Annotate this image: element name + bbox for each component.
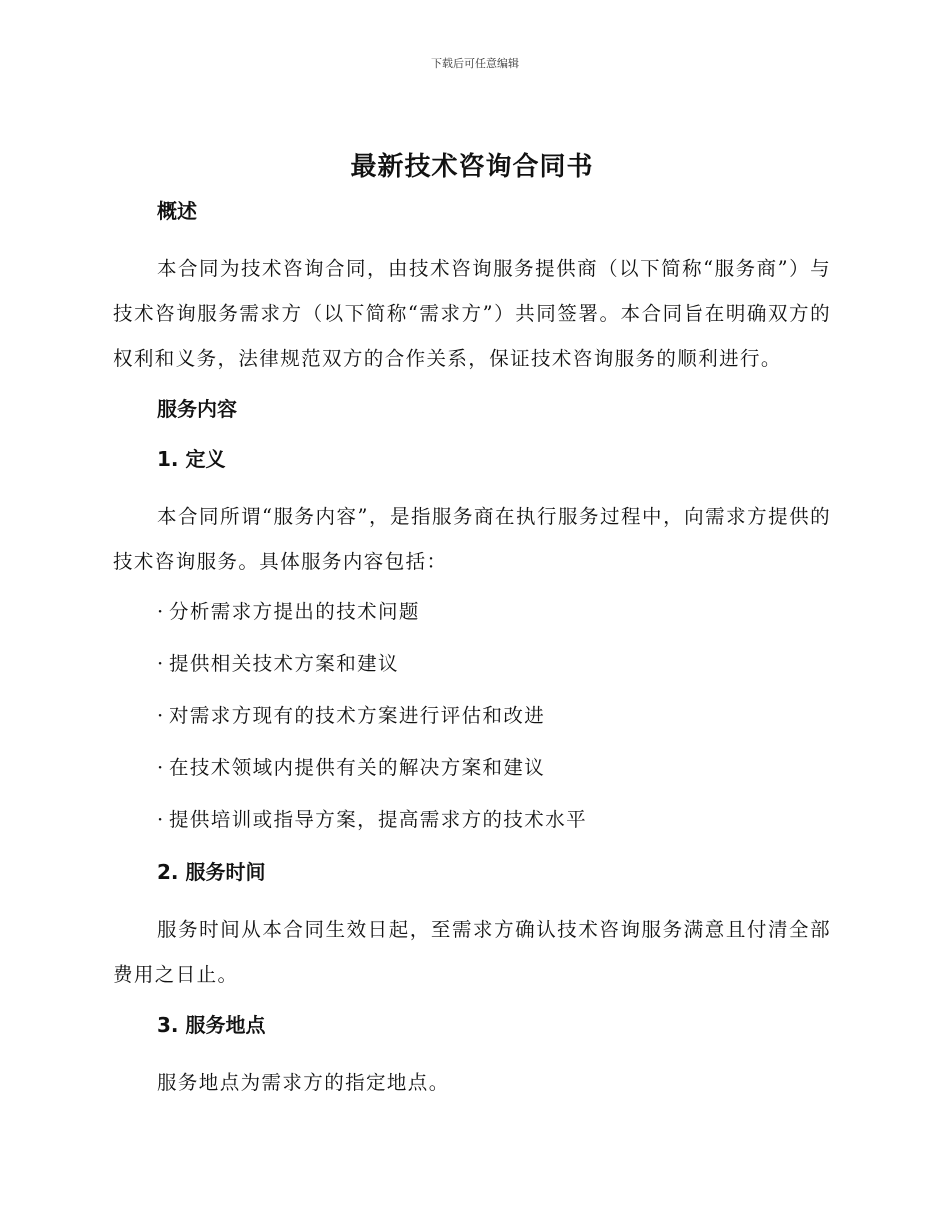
bullet-dot-icon: · <box>157 704 165 727</box>
service-location-paragraph: 服务地点为需求方的指定地点。 <box>157 1071 450 1094</box>
list-item <box>157 805 831 835</box>
service-location-heading: 3. 服务地点 <box>157 1013 266 1037</box>
list-item <box>157 753 831 783</box>
list-item <box>157 649 831 679</box>
overview-paragraph: 本合同为技术咨询合同，由技术咨询服务提供商（以下简称“服务商”）与技术咨询服务需求方（以下简称“需求方”）共同签署。本合同旨在明确双方的权利和义务，法律规范双方的合作关系，保证技术咨询服务的顺利进行。 <box>113 257 831 370</box>
document-content <box>113 150 831 1118</box>
service-content-heading: 服务内容 <box>157 397 237 421</box>
bullet-text: 提供相关技术方案和建议 <box>169 652 399 675</box>
bullet-dot-icon: · <box>157 652 165 675</box>
bullet-text: 在技术领域内提供有关的解决方案和建议 <box>169 756 546 779</box>
bullet-text: 分析需求方提出的技术问题 <box>169 600 420 623</box>
bullet-text: 对需求方现有的技术方案进行评估和改进 <box>169 704 546 727</box>
bullet-dot-icon: · <box>157 756 165 779</box>
bullet-dot-icon: · <box>157 808 165 831</box>
list-item <box>157 597 831 627</box>
list-item <box>157 701 831 731</box>
overview-heading: 概述 <box>157 199 197 223</box>
bullet-dot-icon: · <box>157 600 165 623</box>
service-time-paragraph: 服务时间从本合同生效日起，至需求方确认技术咨询服务满意且付清全部费用之日止。 <box>113 918 831 986</box>
definition-paragraph: 本合同所谓“服务内容”，是指服务商在执行服务过程中，向需求方提供的技术咨询服务。具体服务内容包括： <box>113 505 831 573</box>
service-bullet-list <box>113 597 831 835</box>
document-title: 最新技术咨询合同书 <box>350 152 594 182</box>
header-note: 下载后可任意编辑 <box>431 57 519 70</box>
definition-heading: 1. 定义 <box>157 447 226 471</box>
bullet-text: 提供培训或指导方案，提高需求方的技术水平 <box>169 808 588 831</box>
service-time-heading: 2. 服务时间 <box>157 860 266 884</box>
